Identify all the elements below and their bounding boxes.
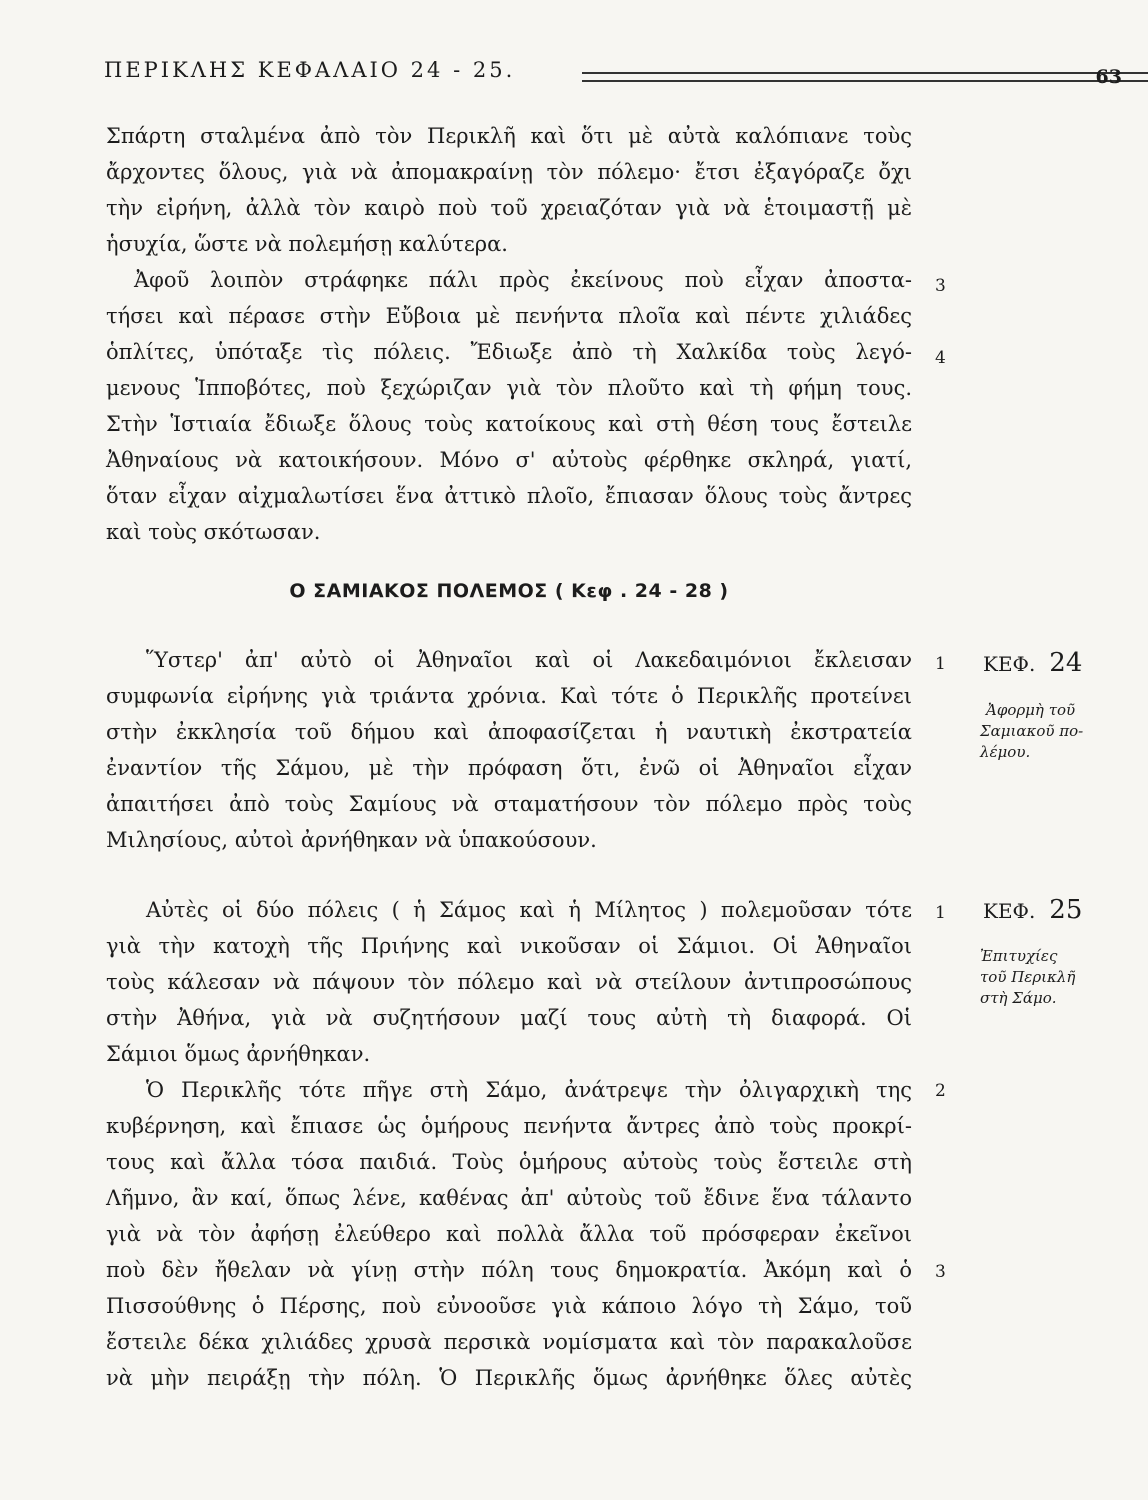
text-line: ἡσυχία, ὥστε νὰ πολεμήσῃ καλύτερα. [106,232,508,256]
sidenote-line: στὴ Σάμο. [980,989,1057,1007]
text-line: ποὺ δὲν ἤθελαν νὰ γίνῃ στὴν πόλη τους δημοκρατία. Ἀκόμη καὶ ὁ [106,1258,912,1282]
header-double-rule [582,72,1148,82]
sidenote-text-25 [980,946,1130,1009]
text-line: συμφωνία εἰρήνης γιὰ τριάντα χρόνια. Καὶ τότε ὁ Περικλῆς προτείνει [106,684,912,708]
paragraph-2 [106,892,912,1072]
running-header [104,58,1134,98]
text-line: ἀπαιτήσει ἀπὸ τοὺς Σαμίους νὰ σταματήσουν τὸν πόλεμο πρὸς τοὺς [106,792,912,816]
chapter-number: 24 [1049,648,1083,678]
sidenote-line: Ἀφορμὴ τοῦ [986,701,1076,719]
running-title: ΠΕΡΙΚΛΗΣ ΚΕΦΑΛΑΙΟ 24 - 25. [104,58,516,82]
margin-number: 1 [935,654,946,674]
text-line: στὴν Ἀθήνα, γιὰ νὰ συζητήσουν μαζί τους αὐτὴ τὴ διαφορά. Οἱ [106,1006,912,1030]
sidenote-chapter-25 [983,895,1082,925]
text-line: Λῆμνο, ἂν καί, ὅπως λένε, καθένας ἀπ' αὐτοὺς τοῦ ἔδινε ἕνα τάλαντο [106,1186,912,1210]
chapter-label: ΚΕΦ. [983,652,1036,676]
margin-number: 1 [935,903,946,923]
section-heading: Ο ΣΑΜΙΑΚΟΣ ΠΟΛΕΜΟΣ ( Κεφ . 24 - 28 ) [289,580,729,602]
text-line: καὶ τοὺς σκότωσαν. [106,520,321,544]
sidenote-text-24 [980,700,1130,763]
text-line: Μιλησίους, αὐτοὶ ἀρνήθηκαν νὰ ὑπακούσουν. [106,828,597,852]
margin-number: 3 [935,1262,946,1282]
chapter-number: 25 [1049,895,1083,925]
margin-number: 2 [935,1081,946,1101]
margin-number: 3 [935,276,946,296]
text-line: στὴν ἐκκλησία τοῦ δήμου καὶ ἀποφασίζεται ἡ ναυτικὴ ἐκστρατεία [106,720,912,744]
sidenote-line: λέμου. [980,743,1031,761]
text-line: τήσει καὶ πέρασε στὴν Εὔβοια μὲ πενήντα πλοῖα καὶ πέντε χιλιάδες [106,304,912,328]
text-line: Στὴν Ἱστιαία ἔδιωξε ὅλους τοὺς κατοίκους καὶ στὴ θέση τους ἔστειλε [106,412,912,436]
text-line: γιὰ τὴν κατοχὴ τῆς Πριήνης καὶ νικοῦσαν οἱ Σάμιοι. Οἱ Ἀθηναῖοι [106,934,912,958]
sidenote-chapter-24 [983,648,1082,678]
text-line: κυβέρνηση, καὶ ἔπιασε ὡς ὁμήρους πενήντα ἄντρες ἀπὸ τοὺς προκρί- [106,1114,912,1138]
sidenote-line: Ἐπιτυχίες [980,947,1058,965]
text-line: ἐναντίον τῆς Σάμου, μὲ τὴν πρόφαση ὅτι, ἐνῶ οἱ Ἀθηναῖοι εἶχαν [106,756,912,780]
text-line: ὅταν εἶχαν αἰχμαλωτίσει ἕνα ἀττικὸ πλοῖο, ἔπιασαν ὅλους τοὺς ἄντρες [106,484,912,508]
text-line: ἔστειλε δέκα χιλιάδες χρυσὰ περσικὰ νομίσματα καὶ τὸν παρακαλοῦσε [106,1330,912,1354]
text-line: μενους Ἱπποβότες, ποὺ ξεχώριζαν γιὰ τὸν πλοῦτο καὶ τὴ φήμη τους. [106,376,912,400]
text-line: ἄρχοντες ὅλους, γιὰ νὰ ἀπομακραίνῃ τὸν πόλεμο· ἔτσι ἐξαγόραζε ὄχι [106,160,912,184]
text-line: Πισσούθνης ὁ Πέρσης, ποὺ εὐνοοῦσε γιὰ κάποιο λόγο τὴ Σάμο, τοῦ [106,1294,912,1318]
margin-number: 4 [935,348,946,368]
sidenote-line: τοῦ Περικλῆ [980,968,1076,986]
text-line: τὴν εἰρήνη, ἀλλὰ τὸν καιρὸ ποὺ τοῦ χρειαζόταν γιὰ νὰ ἑτοιμαστῇ μὲ [106,196,912,220]
text-line: Ἀφοῦ λοιπὸν στράφηκε πάλι πρὸς ἐκείνους ποὺ εἶχαν ἀποστα- [134,268,912,292]
page-number: 63 [1095,66,1122,88]
text-line: Αὐτὲς οἱ δύο πόλεις ( ἡ Σάμος καὶ ἡ Μίλητος ) πολεμοῦσαν τότε [146,898,912,922]
text-line: Σάμιοι ὅμως ἀρνήθηκαν. [106,1042,371,1066]
text-line: Ἀθηναίους νὰ κατοικήσουν. Μόνο σ' αὐτοὺς φέρθηκε σκληρά, γιατί, [106,448,912,472]
intro-paragraph [106,118,912,550]
text-line: γιὰ νὰ τὸν ἀφήσῃ ἐλεύθερο καὶ πολλὰ ἄλλα τοῦ πρόσφεραν ἐκεῖνοι [106,1222,912,1246]
chapter-label: ΚΕΦ. [983,899,1036,923]
text-line: Ὕστερ' ἀπ' αὐτὸ οἱ Ἀθηναῖοι καὶ οἱ Λακεδαιμόνιοι ἔκλεισαν [146,648,912,672]
text-line: Σπάρτη σταλμένα ἀπὸ τὸν Περικλῆ καὶ ὅτι μὲ αὐτὰ καλόπιανε τοὺς [106,124,912,148]
sidenote-line: Σαμιακοῦ πο- [980,722,1084,740]
text-line: νὰ μὴν πειράξῃ τὴν πόλη. Ὁ Περικλῆς ὅμως ἀρνήθηκε ὅλες αὐτὲς [106,1366,912,1390]
paragraph-3 [106,1072,912,1396]
text-line: τους καὶ ἄλλα τόσα παιδιά. Τοὺς ὁμήρους αὐτοὺς τοὺς ἔστειλε στὴ [106,1150,912,1174]
text-line: ὁπλίτες, ὑπόταξε τὶς πόλεις. Ἔδιωξε ἀπὸ τὴ Χαλκίδα τοὺς λεγό- [106,340,912,364]
text-line: Ὁ Περικλῆς τότε πῆγε στὴ Σάμο, ἀνάτρεψε τὴν ὀλιγαρχικὴ της [146,1078,912,1102]
text-line: τοὺς κάλεσαν νὰ πάψουν τὸν πόλεμο καὶ νὰ στείλουν ἀντιπροσώπους [106,970,912,994]
paragraph-1 [106,642,912,858]
